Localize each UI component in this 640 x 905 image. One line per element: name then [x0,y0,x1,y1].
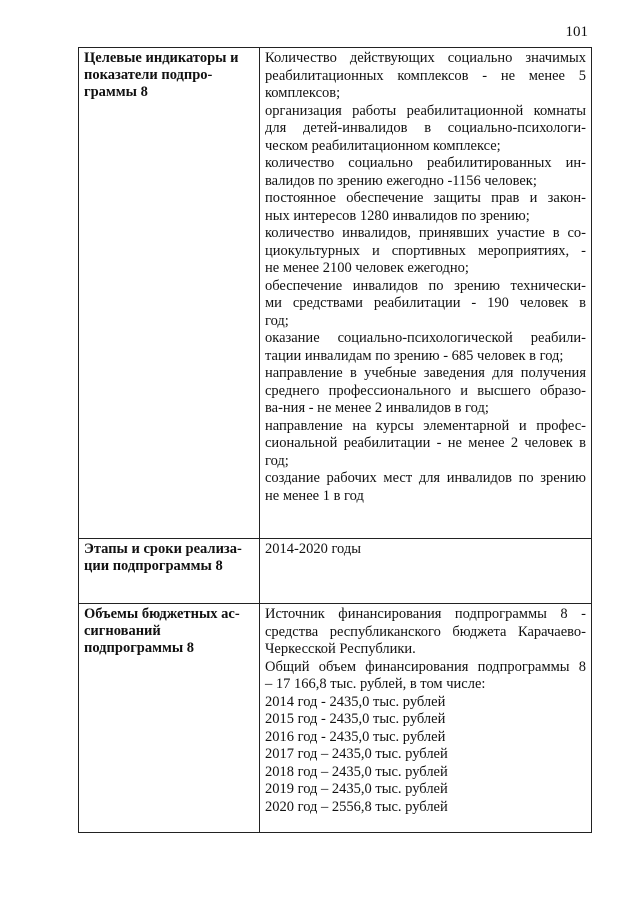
content-line: ческом реабилитационном комплексе; [265,137,501,154]
content-line: не менее 1 в год [265,487,364,504]
content-line: реабилитационных комплексов - не менее 5 [265,67,586,84]
content-line: направление в учебные заведения для получения [265,365,586,381]
content-line: тации инвалидам по зрению - 685 человек в год; [265,347,564,364]
label-line: Этапы и сроки реализа- [84,541,242,557]
content-line: 2015 год - 2435,0 тыс. рублей [265,711,446,727]
content-line: комплексов; [265,85,341,101]
label-line: сигнований [84,623,161,639]
content-line: 2014 год - 2435,0 тыс. рублей [265,693,446,710]
content-line: Источник финансирования подпрограммы 8 - [265,606,586,622]
content-line: 2018 год – 2435,0 тыс. рублей [265,763,448,780]
label-line: ции подпрограммы 8 [84,558,223,574]
indicators-label-cell [79,48,260,539]
content-line: Общий объем финансирования подпрограммы 8 [265,658,586,675]
indicators-content-cell [260,48,592,539]
label-line: Целевые индикаторы и [84,50,239,66]
content-line: не менее 2100 человек ежегодно; [265,260,469,276]
content-line: 2016 год - 2435,0 тыс. рублей [265,728,446,745]
content-line: ных интересов 1280 инвалидов по зрению; [265,207,530,224]
content-line: постоянное обеспечение защиты прав и закон- [265,190,586,206]
label-line: Объемы бюджетных ас- [84,606,240,622]
content-line: обеспечение инвалидов по зрению технически- [265,277,586,294]
content-line: количество инвалидов, принявших участие в со- [265,225,586,241]
content-line: 2014-2020 годы [265,541,361,557]
content-line: создание рабочих мест для инвалидов по зрению [265,470,586,486]
content-line: 2020 год – 2556,8 тыс. рублей [265,798,448,815]
content-line: среднего профессионального и высшего образо- [265,382,586,399]
content-line: год; [265,312,289,329]
content-line: 2017 год – 2435,0 тыс. рублей [265,746,448,762]
funding-label-cell [79,604,260,833]
content-line: направление на курсы элементарной и профес- [265,417,586,434]
content-line: год; [265,452,289,469]
stages-label-cell [79,539,260,604]
content-line: Количество действующих социально значимых [265,50,586,66]
content-line: для детей-инвалидов в социально-психологи- [265,120,586,136]
table-row-funding [79,604,592,833]
content-line: циокультурных и спортивных мероприятиях, - [265,242,586,259]
subprogram-passport-table [78,47,592,833]
page-number: 101 [565,24,588,40]
label-line: подпрограммы 8 [84,640,195,656]
content-line: средства республиканского бюджета Карачаево- [265,623,586,640]
content-line: ми средствами реабилитации - 190 человек в [265,295,586,311]
content-line: количество социально реабилитированных ин- [265,155,586,171]
content-line: – 17 166,8 тыс. рублей, в том числе: [265,676,486,692]
stages-content-cell [260,539,592,604]
funding-content-cell [260,604,592,833]
content-line: оказание социально-психологической реабили- [265,330,586,346]
content-line: ва-ния - не менее 2 инвалидов в год; [265,400,489,416]
content-line: организация работы реабилитационной комнаты [265,102,586,119]
table-row-stages [79,539,592,604]
label-line: показатели подпро- [84,67,213,83]
content-line: валидов по зрению ежегодно -1156 человек; [265,172,537,189]
label-line: граммы 8 [84,84,148,100]
content-line: сиональной реабилитации - не менее 2 человек в [265,435,586,451]
table-row-indicators [79,48,592,539]
content-line: 2019 год – 2435,0 тыс. рублей [265,781,448,797]
content-line: Черкесской Республики. [265,641,416,657]
